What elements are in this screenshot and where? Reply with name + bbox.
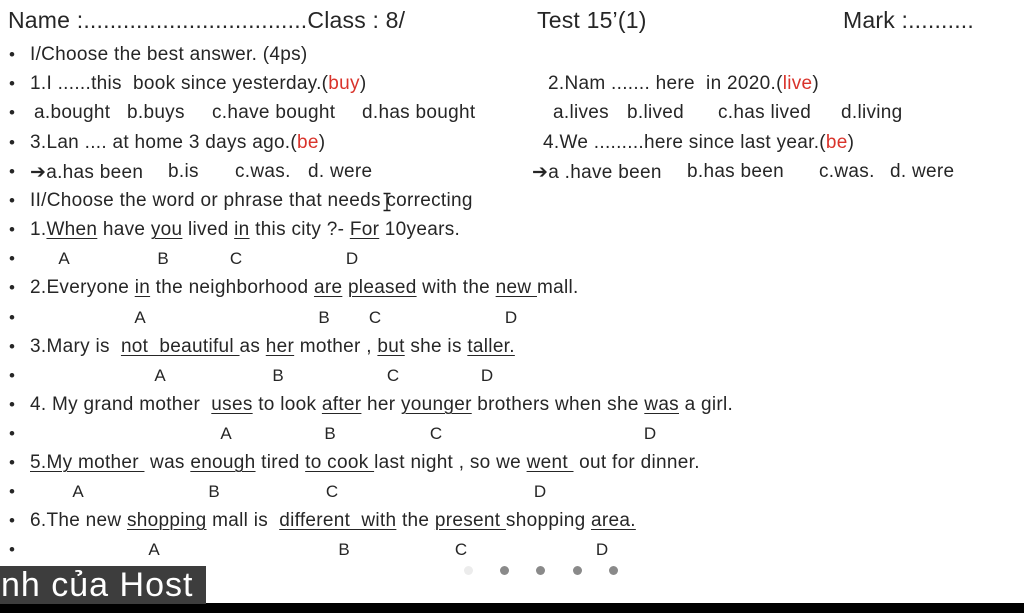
option-text: a .have been <box>548 162 662 183</box>
choice-label-b: B <box>272 366 284 385</box>
question-text: 3.Lan .... at home 3 days ago.( <box>30 132 298 153</box>
bullet: • <box>9 366 15 385</box>
sentence-text: she is <box>404 336 468 357</box>
underlined-word: When <box>46 219 98 240</box>
sentence-text: 2.Everyone <box>30 277 135 298</box>
choice-label-b: B <box>157 249 169 268</box>
question-text: ) <box>847 132 855 153</box>
sentence-text: was <box>144 452 191 473</box>
underlined-word: present <box>434 510 506 531</box>
sentence-text: 1. <box>30 219 47 240</box>
underlined-word: in <box>134 277 151 298</box>
sentence-text: last night , so we <box>374 452 527 473</box>
underlined-word: was <box>644 394 679 415</box>
choice-label-a: A <box>72 482 84 501</box>
sentence-text: out for dinner. <box>573 452 700 473</box>
error-sentence-6 <box>30 510 636 532</box>
question-text: ) <box>318 132 326 153</box>
choice-label-d: D <box>345 249 359 268</box>
underlined-word: but <box>377 336 405 357</box>
choice-label-d: D <box>643 424 657 443</box>
sentence-text: with the <box>416 277 496 298</box>
bullet: • <box>9 162 15 181</box>
text-cursor-icon <box>382 192 392 212</box>
q3-option-d: d. were <box>308 161 373 182</box>
sentence-text: 10years. <box>379 219 461 240</box>
underlined-word: to cook <box>305 452 375 473</box>
bullet: • <box>9 511 15 530</box>
host-caption-text: nh của Host <box>1 566 194 604</box>
bullet: • <box>9 424 15 443</box>
mark-field: Mark :.......... <box>843 7 974 33</box>
sentence-text: the <box>396 510 435 531</box>
verb-hint: be <box>297 132 319 153</box>
bullet: • <box>9 540 15 559</box>
sentence-text: 4. My grand mother <box>30 394 212 415</box>
bullet: • <box>9 337 15 356</box>
slide-dot[interactable] <box>464 566 473 575</box>
underlined-word: her <box>265 336 295 357</box>
underlined-word: For <box>349 219 380 240</box>
sentence-text: this city ?- <box>249 219 350 240</box>
slide-dot[interactable] <box>500 566 509 575</box>
underlined-word: shopping <box>127 510 207 531</box>
sentence-text: a girl. <box>679 394 734 415</box>
question-text: 1.I ......this book since yesterday.( <box>30 73 329 94</box>
question-text: 4.We .........here since last year.( <box>543 132 826 153</box>
question-4 <box>543 132 854 154</box>
q3-option-b: b.is <box>168 161 199 182</box>
name-class-field: Name :..................................Class : 8/ <box>8 7 406 33</box>
part1-heading: I/Choose the best answer. (4ps) <box>30 44 308 65</box>
choice-label-a: A <box>154 366 166 385</box>
slide-dot[interactable] <box>536 566 545 575</box>
sentence-text: mother , <box>294 336 378 357</box>
choice-label-b: B <box>208 482 220 501</box>
q2-option-c: c.has lived <box>718 102 812 123</box>
choice-label-c: C <box>368 308 382 327</box>
choice-label-d: D <box>480 366 494 385</box>
q1-option-d: d.has bought <box>362 102 476 123</box>
choice-label-c: C <box>454 540 468 559</box>
choice-label-c: C <box>229 249 243 268</box>
underlined-word: went <box>526 452 574 473</box>
bullet: • <box>9 308 15 327</box>
bullet: • <box>9 74 15 93</box>
underlined-word: after <box>321 394 362 415</box>
q2-option-d: d.living <box>841 102 903 123</box>
q3-option-a <box>30 161 143 183</box>
choice-label-a: A <box>134 308 146 327</box>
sentence-text: the neighborhood <box>150 277 314 298</box>
sentence-text: her <box>361 394 401 415</box>
choice-label-d: D <box>533 482 547 501</box>
test-title: Test 15’(1) <box>537 7 647 33</box>
error-sentence-5 <box>30 452 700 474</box>
bullet: • <box>9 45 15 64</box>
underlined-word: different with <box>279 510 397 531</box>
choice-label-c: C <box>386 366 400 385</box>
q2-option-b: b.lived <box>627 102 685 123</box>
underlined-word: 5.My mother <box>30 452 145 473</box>
bullet: • <box>9 453 15 472</box>
choice-label-a: A <box>58 249 70 268</box>
sentence-text: have <box>97 219 151 240</box>
q4-option-a <box>532 161 662 183</box>
sentence-text: as <box>239 336 266 357</box>
arrow-icon: ➔ <box>30 161 47 183</box>
bullet: • <box>9 249 15 268</box>
sentence-text: lived <box>182 219 235 240</box>
question-3 <box>30 132 325 154</box>
underlined-word: not beautiful <box>120 336 240 357</box>
sentence-text: mall is <box>206 510 280 531</box>
slide-dot[interactable] <box>609 566 618 575</box>
error-sentence-1 <box>30 219 460 241</box>
q4-option-c: c.was. <box>819 161 875 182</box>
underlined-word: you <box>150 219 183 240</box>
error-sentence-2 <box>30 277 579 299</box>
option-text: a.has been <box>46 162 144 183</box>
bullet: • <box>9 133 15 152</box>
choice-label-c: C <box>429 424 443 443</box>
choice-label-c: C <box>325 482 339 501</box>
choice-label-d: D <box>595 540 609 559</box>
bullet: • <box>9 482 15 501</box>
sentence-text: tired <box>255 452 306 473</box>
choice-label-a: A <box>220 424 232 443</box>
underlined-word: uses <box>211 394 253 415</box>
sentence-text: brothers when she <box>471 394 645 415</box>
sentence-text: mall. <box>536 277 579 298</box>
sentence-text: shopping <box>505 510 592 531</box>
question-2 <box>548 73 819 95</box>
underlined-word: pleased <box>347 277 417 298</box>
underlined-word: are <box>313 277 343 298</box>
q1-option-a: a.bought <box>34 102 111 123</box>
choice-label-d: D <box>504 308 518 327</box>
q2-option-a: a.lives <box>553 102 609 123</box>
q4-option-d: d. were <box>890 161 955 182</box>
q1-option-c: c.have bought <box>212 102 336 123</box>
underlined-word: new <box>495 277 537 298</box>
underlined-word: younger <box>400 394 472 415</box>
q3-option-c: c.was. <box>235 161 291 182</box>
slide-dot[interactable] <box>573 566 582 575</box>
sentence-text: to look <box>252 394 322 415</box>
bottom-bar <box>0 603 1024 613</box>
choice-label-b: B <box>318 308 330 327</box>
host-caption <box>0 566 206 604</box>
underlined-word: taller. <box>467 336 515 357</box>
underlined-word: in <box>234 219 250 240</box>
error-sentence-4 <box>30 394 733 416</box>
underlined-word: enough <box>190 452 256 473</box>
choice-label-b: B <box>324 424 336 443</box>
q4-option-b: b.has been <box>687 161 785 182</box>
bullet: • <box>9 191 15 210</box>
sentence-text: 3.Mary is <box>30 336 121 357</box>
question-text: ) <box>812 73 820 94</box>
part2-heading: II/Choose the word or phrase that needs correcting <box>30 190 473 211</box>
verb-hint: live <box>782 73 813 94</box>
q1-option-b: b.buys <box>127 102 185 123</box>
choice-label-b: B <box>338 540 350 559</box>
choice-label-a: A <box>148 540 160 559</box>
error-sentence-3 <box>30 336 515 358</box>
underlined-word: area. <box>591 510 636 531</box>
verb-hint: be <box>825 132 848 153</box>
verb-hint: buy <box>328 73 360 94</box>
bullet: • <box>9 395 15 414</box>
question-1 <box>30 73 366 95</box>
question-text: 2.Nam ....... here in 2020.( <box>548 73 783 94</box>
sentence-text: 6.The new <box>30 510 127 531</box>
arrow-icon: ➔ <box>532 161 549 183</box>
bullet: • <box>9 220 15 239</box>
question-text: ) <box>359 73 367 94</box>
bullet: • <box>9 278 15 297</box>
bullet: • <box>9 103 15 122</box>
